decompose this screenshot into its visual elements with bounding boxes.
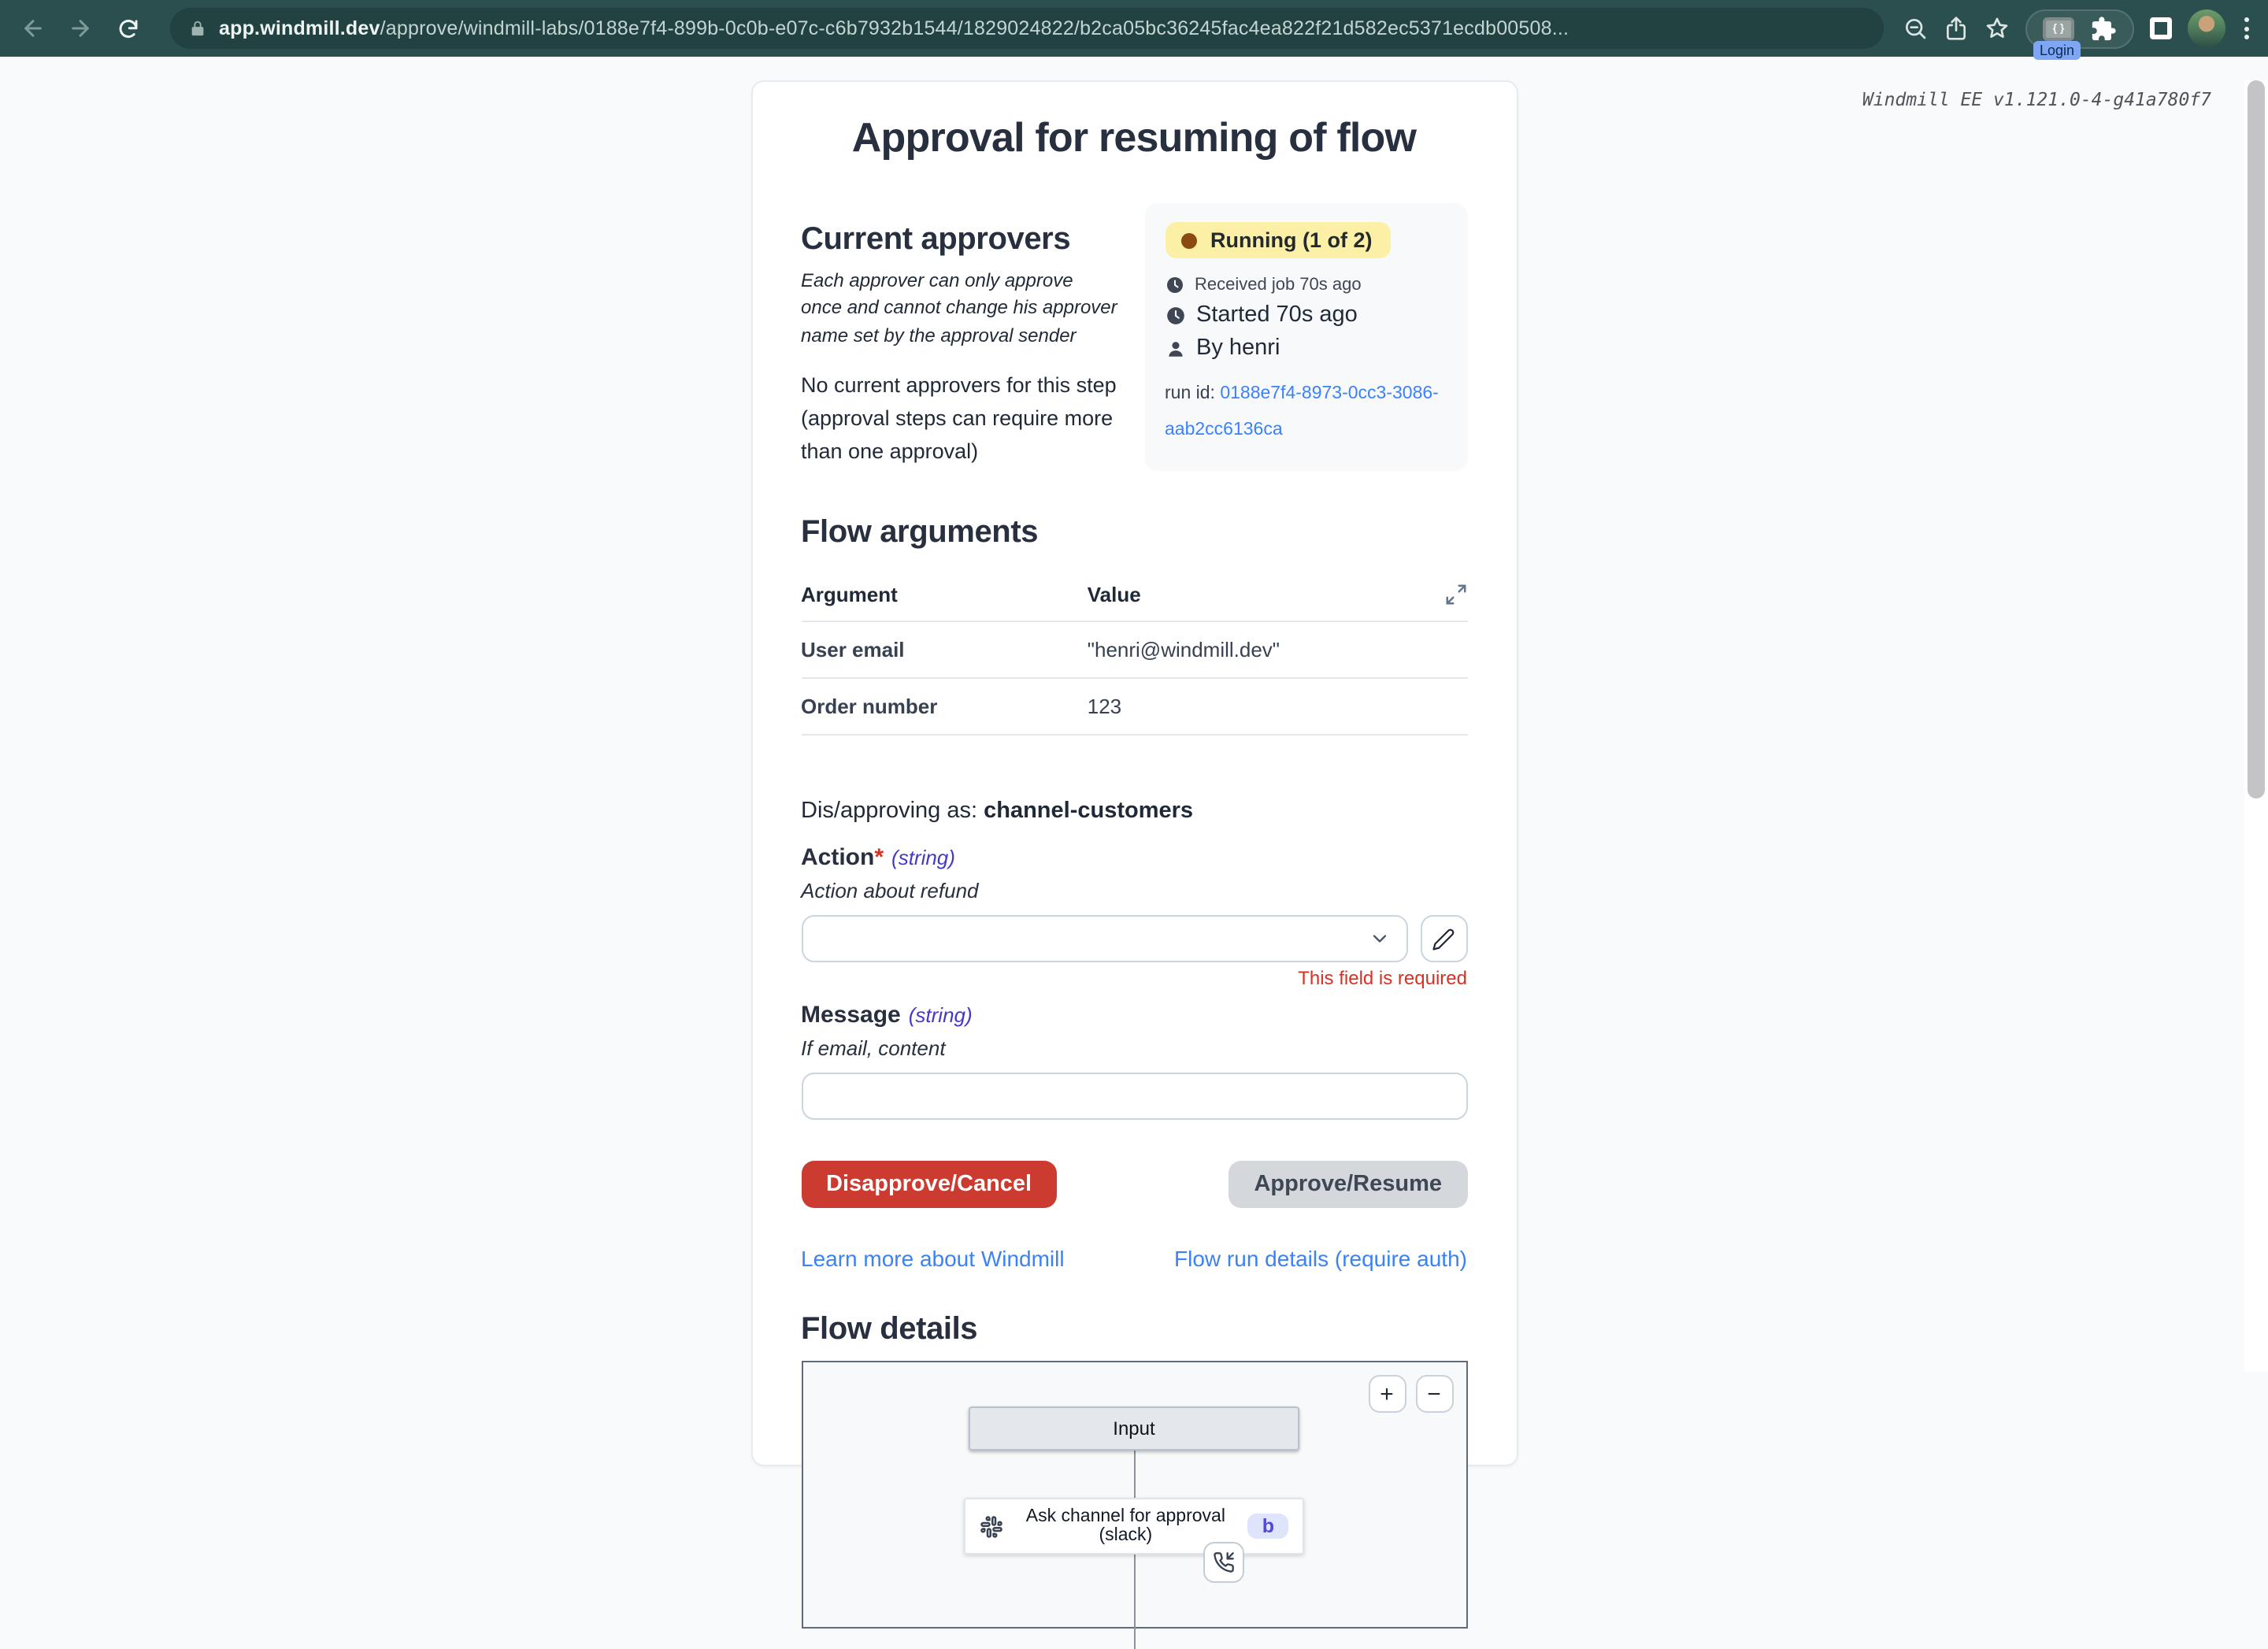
approvers-section — [801, 203, 1467, 471]
received-label: Received job 70s ago — [1195, 276, 1362, 295]
forward-button[interactable] — [60, 8, 101, 49]
argument-name: User email — [801, 621, 1088, 678]
approving-as-name: channel-customers — [984, 799, 1194, 824]
required-error-text: This field is required — [1298, 967, 1467, 989]
slack-icon — [980, 1514, 1003, 1538]
share-button[interactable] — [1944, 16, 1969, 41]
edit-action-button[interactable] — [1420, 915, 1467, 962]
star-icon — [1984, 16, 2010, 41]
phone-incoming-icon — [1213, 1551, 1235, 1573]
windmill-version: Windmill EE v1.121.0-4-g41a780f7 — [1862, 88, 2211, 110]
url-path: /approve/windmill-labs/0188e7f4-899b-0c0b-e07c-c6b7932b1544/1829024822/b2ca05bc36245fac4ea822f21d582ec5371ecdb00508... — [380, 17, 1569, 39]
clock-icon — [1165, 276, 1184, 295]
share-icon — [1944, 16, 1969, 41]
code-extension-icon: { } — [2043, 17, 2074, 40]
back-icon — [20, 16, 46, 41]
action-field-label: Action* (string) — [801, 844, 955, 871]
graph-zoom-out-button[interactable]: − — [1415, 1375, 1453, 1413]
address-bar[interactable] — [170, 8, 1884, 49]
table-row — [801, 678, 1467, 735]
scrollbar-thumb[interactable] — [2248, 80, 2265, 799]
message-field-label: Message (string) — [801, 1002, 973, 1028]
graph-connector-line — [1134, 1451, 1136, 1498]
graph-zoom-controls — [1368, 1375, 1453, 1413]
approving-as-line — [801, 799, 1467, 824]
flow-graph — [801, 1361, 1467, 1629]
table-header-row — [801, 567, 1467, 621]
run-id-link[interactable]: 0188e7f4-8973-0cc3-3086-aab2cc6136ca — [1165, 384, 1439, 439]
toolbar-actions — [1903, 9, 2252, 57]
graph-zoom-in-button[interactable]: + — [1368, 1375, 1406, 1413]
by-label: By henri — [1196, 335, 1280, 361]
lock-icon — [189, 19, 206, 38]
approve-button[interactable]: Approve/Resume — [1228, 1161, 1467, 1208]
page-body — [0, 80, 2268, 1545]
approval-card — [750, 80, 1518, 1545]
flow-details-heading: Flow details — [801, 1312, 978, 1347]
job-status-box — [1144, 203, 1467, 471]
flow-arguments-table — [801, 567, 1467, 736]
user-icon — [1165, 338, 1185, 358]
footer-links-row — [801, 1246, 1467, 1271]
action-caption: Action about refund — [801, 879, 979, 902]
run-id-row — [1165, 376, 1447, 449]
approving-as-label: Dis/approving as: — [801, 799, 984, 824]
extensions-button[interactable] — [2090, 15, 2117, 42]
zoom-out-button[interactable] — [1903, 16, 1928, 41]
forward-icon — [68, 16, 93, 41]
url-text — [219, 17, 1569, 39]
flow-run-details-link[interactable]: Flow run details (require auth) — [1174, 1246, 1467, 1271]
status-badge-label: Running (1 of 2) — [1210, 228, 1373, 252]
flow-arguments-heading: Flow arguments — [801, 515, 1039, 550]
action-buttons-row — [801, 1161, 1467, 1208]
value-column-header: Value — [1088, 567, 1432, 621]
action-select[interactable] — [801, 915, 1407, 962]
flow-step-label: Ask channel for approval (slack) — [1025, 1507, 1225, 1545]
argument-column-header: Argument — [801, 567, 1088, 621]
reload-button[interactable] — [107, 8, 148, 49]
required-asterisk: * — [874, 844, 884, 871]
flow-input-node[interactable]: Input — [969, 1406, 1299, 1451]
message-input[interactable] — [801, 1073, 1467, 1120]
browser-toolbar — [0, 0, 2268, 57]
browser-menu-button[interactable] — [2241, 17, 2252, 39]
profile-avatar[interactable] — [2188, 9, 2225, 47]
started-row — [1165, 302, 1447, 328]
back-button[interactable] — [13, 8, 54, 49]
window-icon — [2150, 17, 2172, 39]
approvers-empty-text: No current approvers for this step (approval steps can require more than one approval) — [801, 373, 1117, 464]
page-scrollbar[interactable] — [2244, 80, 2268, 1372]
chevron-down-icon — [1368, 928, 1390, 950]
clock-icon — [1165, 305, 1185, 325]
flow-step-badge: b — [1248, 1514, 1288, 1539]
puzzle-icon — [2090, 15, 2117, 42]
zoom-out-icon — [1903, 16, 1928, 41]
pencil-icon — [1432, 927, 1455, 950]
disapprove-button[interactable]: Disapprove/Cancel — [801, 1161, 1057, 1208]
run-id-label: run id: — [1165, 384, 1221, 403]
graph-connector-line — [1134, 1555, 1136, 1649]
action-input-row — [801, 915, 1467, 962]
argument-name: Order number — [801, 678, 1088, 735]
tab-panel-button[interactable] — [2150, 17, 2172, 39]
approvers-note: Each approver can only approve once and cannot change his approver name set by the approval sender — [801, 269, 1117, 346]
login-extension-button[interactable] — [2040, 17, 2075, 57]
flow-step-node[interactable] — [964, 1498, 1304, 1555]
started-label: Started 70s ago — [1196, 302, 1358, 328]
by-row — [1165, 335, 1447, 361]
message-type-hint: (string) — [908, 1003, 973, 1027]
suspend-step-button[interactable] — [1203, 1542, 1244, 1583]
status-badge — [1165, 222, 1391, 258]
learn-more-link[interactable]: Learn more about Windmill — [801, 1246, 1065, 1271]
expand-table-button[interactable] — [1432, 583, 1467, 606]
message-caption: If email, content — [801, 1036, 946, 1060]
url-domain: app.windmill.dev — [219, 17, 380, 39]
table-row — [801, 621, 1467, 678]
received-row — [1165, 276, 1447, 295]
approvers-heading: Current approvers — [801, 222, 1071, 257]
action-type-hint: (string) — [891, 846, 955, 869]
argument-value: 123 — [1088, 678, 1432, 735]
login-extension-badge: Login — [2033, 40, 2081, 59]
status-dot-icon — [1180, 232, 1196, 248]
page-title: Approval for resuming of flow — [851, 113, 1417, 161]
argument-value: "henri@windmill.dev" — [1088, 621, 1432, 678]
extensions-area — [2025, 9, 2134, 57]
expand-icon — [1443, 583, 1467, 606]
approvers-text — [801, 203, 1119, 469]
reload-icon — [116, 17, 139, 40]
bookmark-button[interactable] — [1984, 16, 2010, 41]
